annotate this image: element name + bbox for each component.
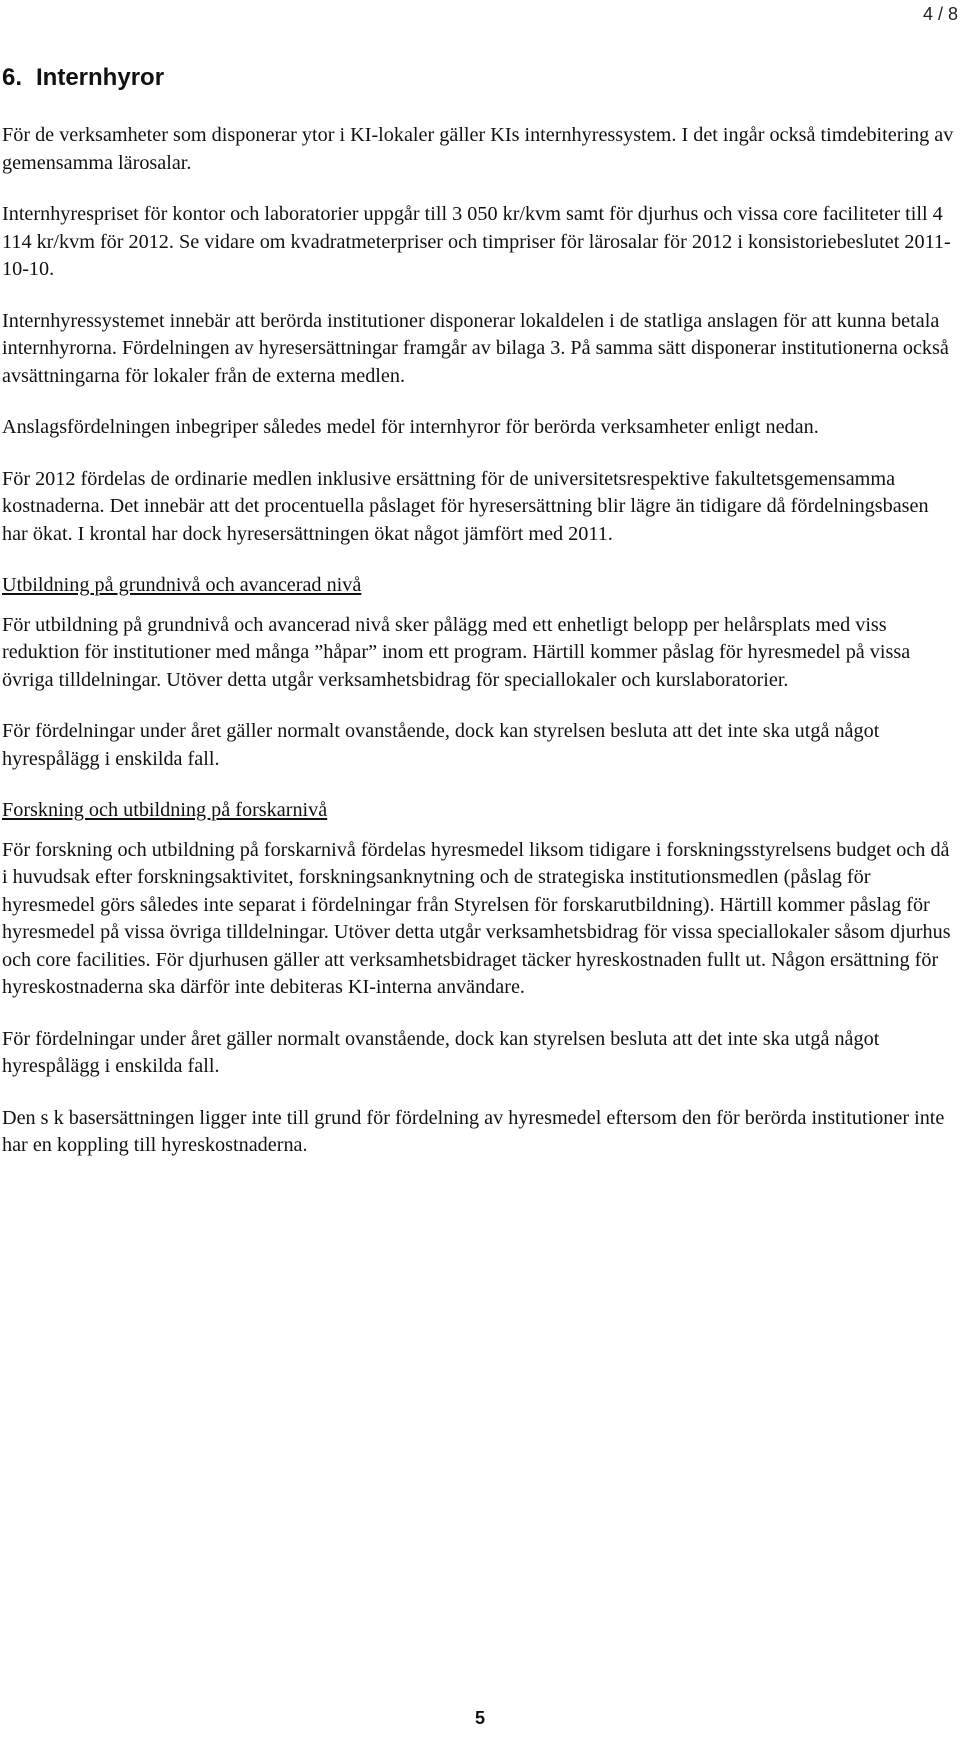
paragraph: För forskning och utbildning på forskarnivå fördelas hyresmedel liksom tidigare i forskningsstyrelsens budget och då i huvudsak efter forskningsaktivitet, forskningsanknytning och de strategiska institutionsmedlen (påslag för hyresmedel görs således inte separat i fördelningar från Styrelsen för forskarutbildning). Härtill kommer påslag för hyresmedel på vissa övriga tilldelningar. Utöver detta utgår verksamhetsbidrag för vissa speciallokaler såsom djurhus och core facilities. För djurhusen gäller att verksamhetsbidraget täcker hyreskostnaden fullt ut. Någon ersättning för hyreskostnaderna ska därför inte debiteras KI-interna användare. — [2, 838, 951, 998]
subheading-research: Forskning och utbildning på forskarnivå — [2, 799, 328, 821]
paragraph: För de verksamheter som disponerar ytor i KI-lokaler gäller KIs internhyressystem. I det ingår också timdebitering av gemensamma lärosalar. — [2, 124, 954, 174]
paragraph: Internhyrespriset för kontor och laboratorier uppgår till 3 050 kr/kvm samt för djurhus och vissa core faciliteter till 4 114 kr/kvm för 2012. Se vidare om kvadratmeterpriser och timpriser för lärosalar för 2012 i konsistoriebeslutet 2011-10-10. — [2, 203, 951, 280]
paragraph: För utbildning på grundnivå och avancerad nivå sker pålägg med ett enhetligt belopp per helårsplats med viss reduktion för institutioner med många ”håpar” inom ett program. Härtill kommer påslag för hyresmedel på vissa övriga tilldelningar. Utöver detta utgår verksamhetsbidrag för speciallokaler och kurslaboratorier. — [2, 613, 911, 691]
page-number: 5 — [474, 1708, 485, 1728]
paragraph: Den s k basersättningen ligger inte till grund för fördelning av hyresmedel eftersom den för berörda institutioner inte har en koppling till hyreskostnaderna. — [2, 1106, 945, 1156]
paragraph: Internhyressystemet innebär att berörda institutioner disponerar lokaldelen i de statliga anslagen för att kunna betala internhyrorna. Fördelningen av hyresersättningar framgår av bilaga 3. På samma sätt disponerar institutionerna också avsättningarna för lokaler från de externa medlen. — [2, 309, 949, 387]
paragraph: Anslagsfördelningen inbegriper således medel för internhyror för berörda verksamheter enligt nedan. — [2, 416, 819, 438]
document-body — [2, 64, 957, 1184]
paragraph: För 2012 fördelas de ordinarie medlen inklusive ersättning för de universitetsrespektive fakultetsgemensamma kostnaderna. Det innebär att det procentuella påslaget för hyresersättning blir lägre än tidigare då fördelningsbasen har ökat. I krontal har dock hyresersättningen ökat något jämfört med 2011. — [2, 467, 929, 545]
paragraph: För fördelningar under året gäller normalt ovanstående, dock kan styrelsen besluta att det inte ska utgå något hyrespålägg i enskilda fall. — [2, 1027, 880, 1077]
paragraph: För fördelningar under året gäller normalt ovanstående, dock kan styrelsen besluta att det inte ska utgå något hyrespålägg i enskilda fall. — [2, 720, 880, 770]
subheading-undergraduate: Utbildning på grundnivå och avancerad nivå — [2, 574, 362, 596]
section-heading — [2, 64, 957, 92]
section-number: 6. — [2, 64, 23, 91]
section-title: Internhyror — [36, 64, 165, 91]
page-counter: 4 / 8 — [922, 4, 958, 24]
